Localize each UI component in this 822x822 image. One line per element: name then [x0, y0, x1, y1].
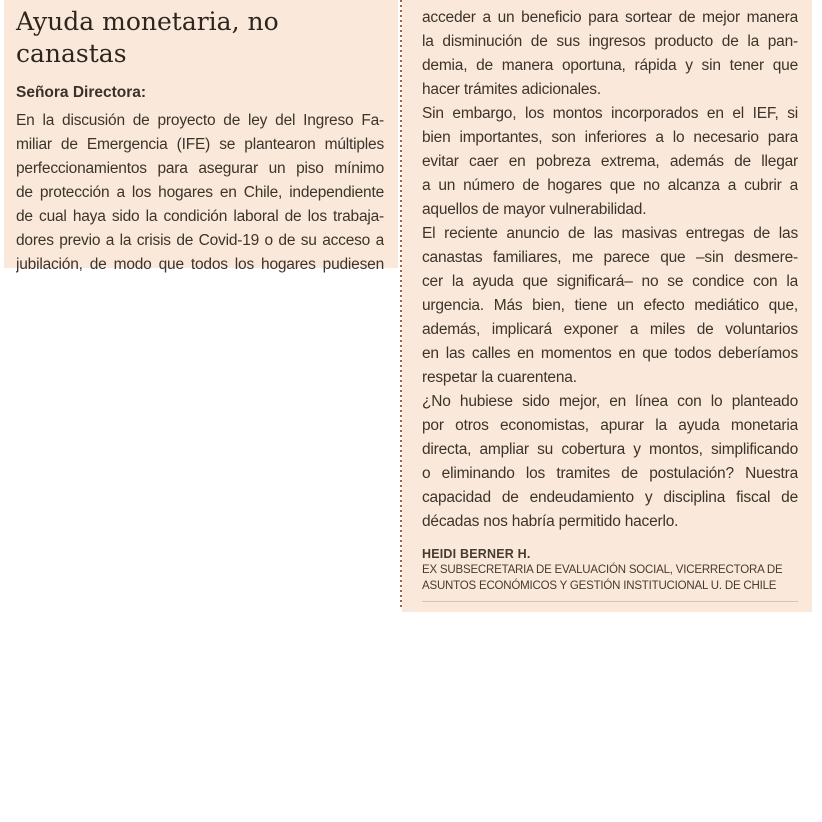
column-divider-dotted-line	[400, 0, 402, 610]
left-column-body	[16, 109, 384, 277]
signature-block	[422, 546, 798, 602]
body-line: hacer trámites adicionales.	[422, 81, 601, 98]
body-line: o eliminando los tramites de postulación? Nuestra	[422, 465, 798, 482]
body-line: ¿No hubiese sido mejor, en línea con lo planteado	[422, 393, 798, 410]
body-line: evitar caer en pobreza extrema, además de llegar	[422, 153, 798, 170]
body-line: cer la ayuda que significará– no se condice con la	[422, 273, 798, 290]
signature-name: HEIDI BERNER H.	[422, 547, 531, 561]
letter-title: Ayuda monetaria, no canastas	[16, 7, 279, 68]
body-line: además, implicará exponer a miles de voluntarios	[422, 321, 798, 338]
body-line: Sin embargo, los montos incorporados en el IEF, si	[422, 105, 798, 122]
body-line: El reciente anuncio de las masivas entregas de las	[422, 225, 798, 242]
letter-right-column	[402, 0, 812, 612]
signature-role-line: ASUNTOS ECONÓMICOS Y GESTIÓN INSTITUCIONAL U. DE CHILE	[422, 580, 777, 592]
body-line: perfeccionamientos para asegurar un piso mínimo	[16, 160, 384, 177]
body-line: miliar de Emergencia (IFE) se plantearon múltiples	[16, 136, 384, 153]
letter-left-column	[4, 0, 398, 273]
body-line: bien importantes, son inferiores a lo necesario para	[422, 129, 798, 146]
body-line: aquellos de mayor vulnerabilidad.	[422, 201, 647, 218]
signature-rule	[422, 601, 798, 602]
body-line: dores previo a la crisis de Covid-19 o de su acceso a	[16, 232, 384, 249]
signature-role-line: EX SUBSECRETARIA DE EVALUACIÓN SOCIAL, VICERRECTORA DE	[422, 564, 783, 576]
body-line: la disminución de sus ingresos producto de la pan-	[422, 33, 798, 50]
right-column-body	[422, 6, 798, 534]
body-line: jubilación, de modo que todos los hogares pudiesen	[16, 256, 384, 273]
body-line: por otros economistas, apurar la ayuda monetaria	[422, 417, 798, 434]
body-line: demia, de manera oportuna, rápida y sin tener que	[422, 57, 798, 74]
body-line: En la discusión de proyecto de ley del Ingreso Fa-	[16, 112, 384, 129]
body-line: de cual haya sido la condición laboral de los trabaja-	[16, 208, 384, 225]
body-line: en las calles en momentos en que todos deberíamos	[422, 345, 798, 362]
body-line: a un número de hogares que no alcanza a cubrir a	[422, 177, 798, 194]
body-line: directa, ampliar su cobertura y montos, simplificando	[422, 441, 798, 458]
body-line: canastas familiares, me parece que –sin desmere-	[422, 249, 798, 266]
salutation: Señora Directora:	[16, 84, 147, 101]
body-line: décadas nos habría permitido hacerlo.	[422, 513, 679, 530]
body-line: capacidad de endeudamiento y disciplina fiscal de	[422, 489, 798, 506]
body-line: acceder a un beneficio para sortear de mejor manera	[422, 9, 798, 26]
body-line: respetar la cuarentena.	[422, 369, 577, 386]
body-line: urgencia. Más bien, tiene un efecto mediático que,	[422, 297, 798, 314]
body-line: de protección a los hogares en Chile, independiente	[16, 184, 384, 201]
